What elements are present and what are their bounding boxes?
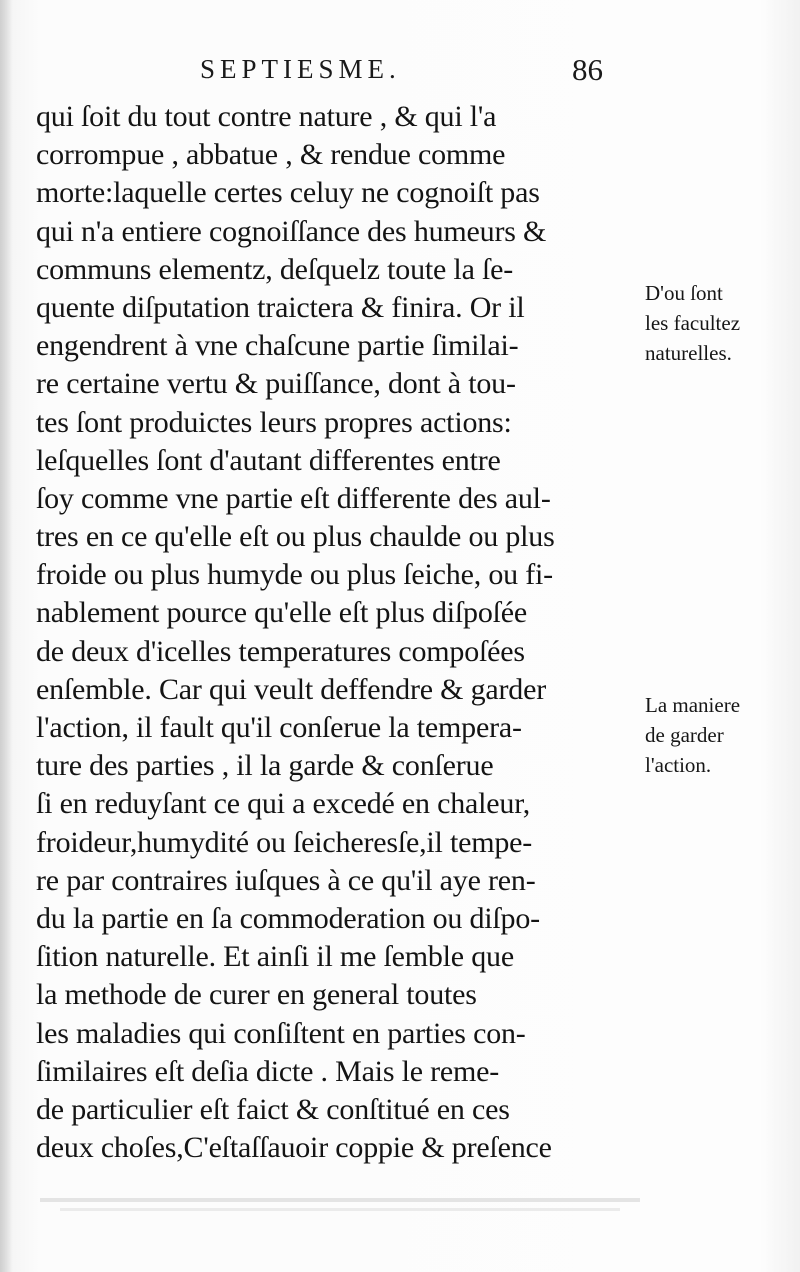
text-line: enſemble. Car qui veult deffendre & garder xyxy=(36,672,547,706)
marginal-note-line: de garder xyxy=(645,723,724,747)
show-through-ink xyxy=(30,1184,670,1224)
body-text xyxy=(36,98,636,1167)
marginal-note-line: naturelles. xyxy=(645,341,732,365)
text-line: re par contraires iuſques à ce qu'il aye ren- xyxy=(36,863,536,897)
text-line: ture des parties , il la garde & conſerue xyxy=(36,749,494,783)
text-line: froideur,humydité ou ſeicheresſe,il tempe- xyxy=(36,825,533,859)
text-line: ſoy comme vne partie eſt differente des aul- xyxy=(36,481,551,515)
marginal-note-action xyxy=(645,690,795,780)
text-line: tes ſont produictes leurs propres actions: xyxy=(36,405,512,439)
text-line: de particulier eſt faict & conſtitué en ces xyxy=(36,1092,510,1126)
text-line: deux choſes,C'eſtaſſauoir coppie & preſence xyxy=(36,1131,552,1165)
text-line: ſimilaires eſt deſia dicte . Mais le reme- xyxy=(36,1054,500,1088)
gutter-shadow xyxy=(0,0,12,1272)
text-line: qui ſoit du tout contre nature , & qui l'a xyxy=(36,100,497,133)
text-line: la methode de curer en general toutes xyxy=(36,978,477,1012)
text-line: de deux d'icelles temperatures compoſées xyxy=(36,634,525,668)
text-line: du la partie en ſa commoderation ou diſpo- xyxy=(36,901,540,935)
text-line: engendrent à vne chaſcune partie ſimilai- xyxy=(36,329,519,363)
text-line: re certaine vertu & puiſſance, dont à tou- xyxy=(36,367,516,401)
show-through-texture xyxy=(30,1184,670,1224)
text-line: les maladies qui conſiſtent en parties con- xyxy=(36,1016,526,1050)
text-line: nablement pource qu'elle eſt plus diſpoſée xyxy=(36,596,528,630)
text-line: ſition naturelle. Et ainſi il me ſemble que xyxy=(36,940,514,974)
marginal-note-faculties xyxy=(645,278,795,368)
text-line: froide ou plus humyde ou plus ſeiche, ou fi- xyxy=(36,558,553,592)
text-line: communs elementz, deſquelz toute la ſe- xyxy=(36,252,514,286)
text-line: corrompue , abbatue , & rendue comme xyxy=(36,138,506,172)
text-line: leſquelles ſont d'autant differentes entre xyxy=(36,443,501,477)
text-line: quente diſputation traictera & finira. Or il xyxy=(36,290,525,324)
marginal-note-line: La maniere xyxy=(645,693,741,717)
page-number: 86 xyxy=(572,52,603,87)
running-head-title: SEPTIESME. xyxy=(200,54,401,84)
running-head xyxy=(200,52,620,92)
text-line: ſi en reduyſant ce qui a excedé en chaleur, xyxy=(36,787,531,821)
text-line: l'action, il fault qu'il conſerue la tempera- xyxy=(36,711,522,744)
text-line: qui n'a entiere cognoiſſance des humeurs & xyxy=(36,214,547,248)
text-line: tres en ce qu'elle eſt ou plus chaulde ou plus xyxy=(36,520,555,554)
marginal-note-line: l'action. xyxy=(645,753,712,777)
marginal-note-line: les facultez xyxy=(645,311,741,335)
text-line: morte:laquelle certes celuy ne cognoiſt pas xyxy=(36,176,540,210)
marginal-note-line: D'ou ſont xyxy=(645,281,723,305)
